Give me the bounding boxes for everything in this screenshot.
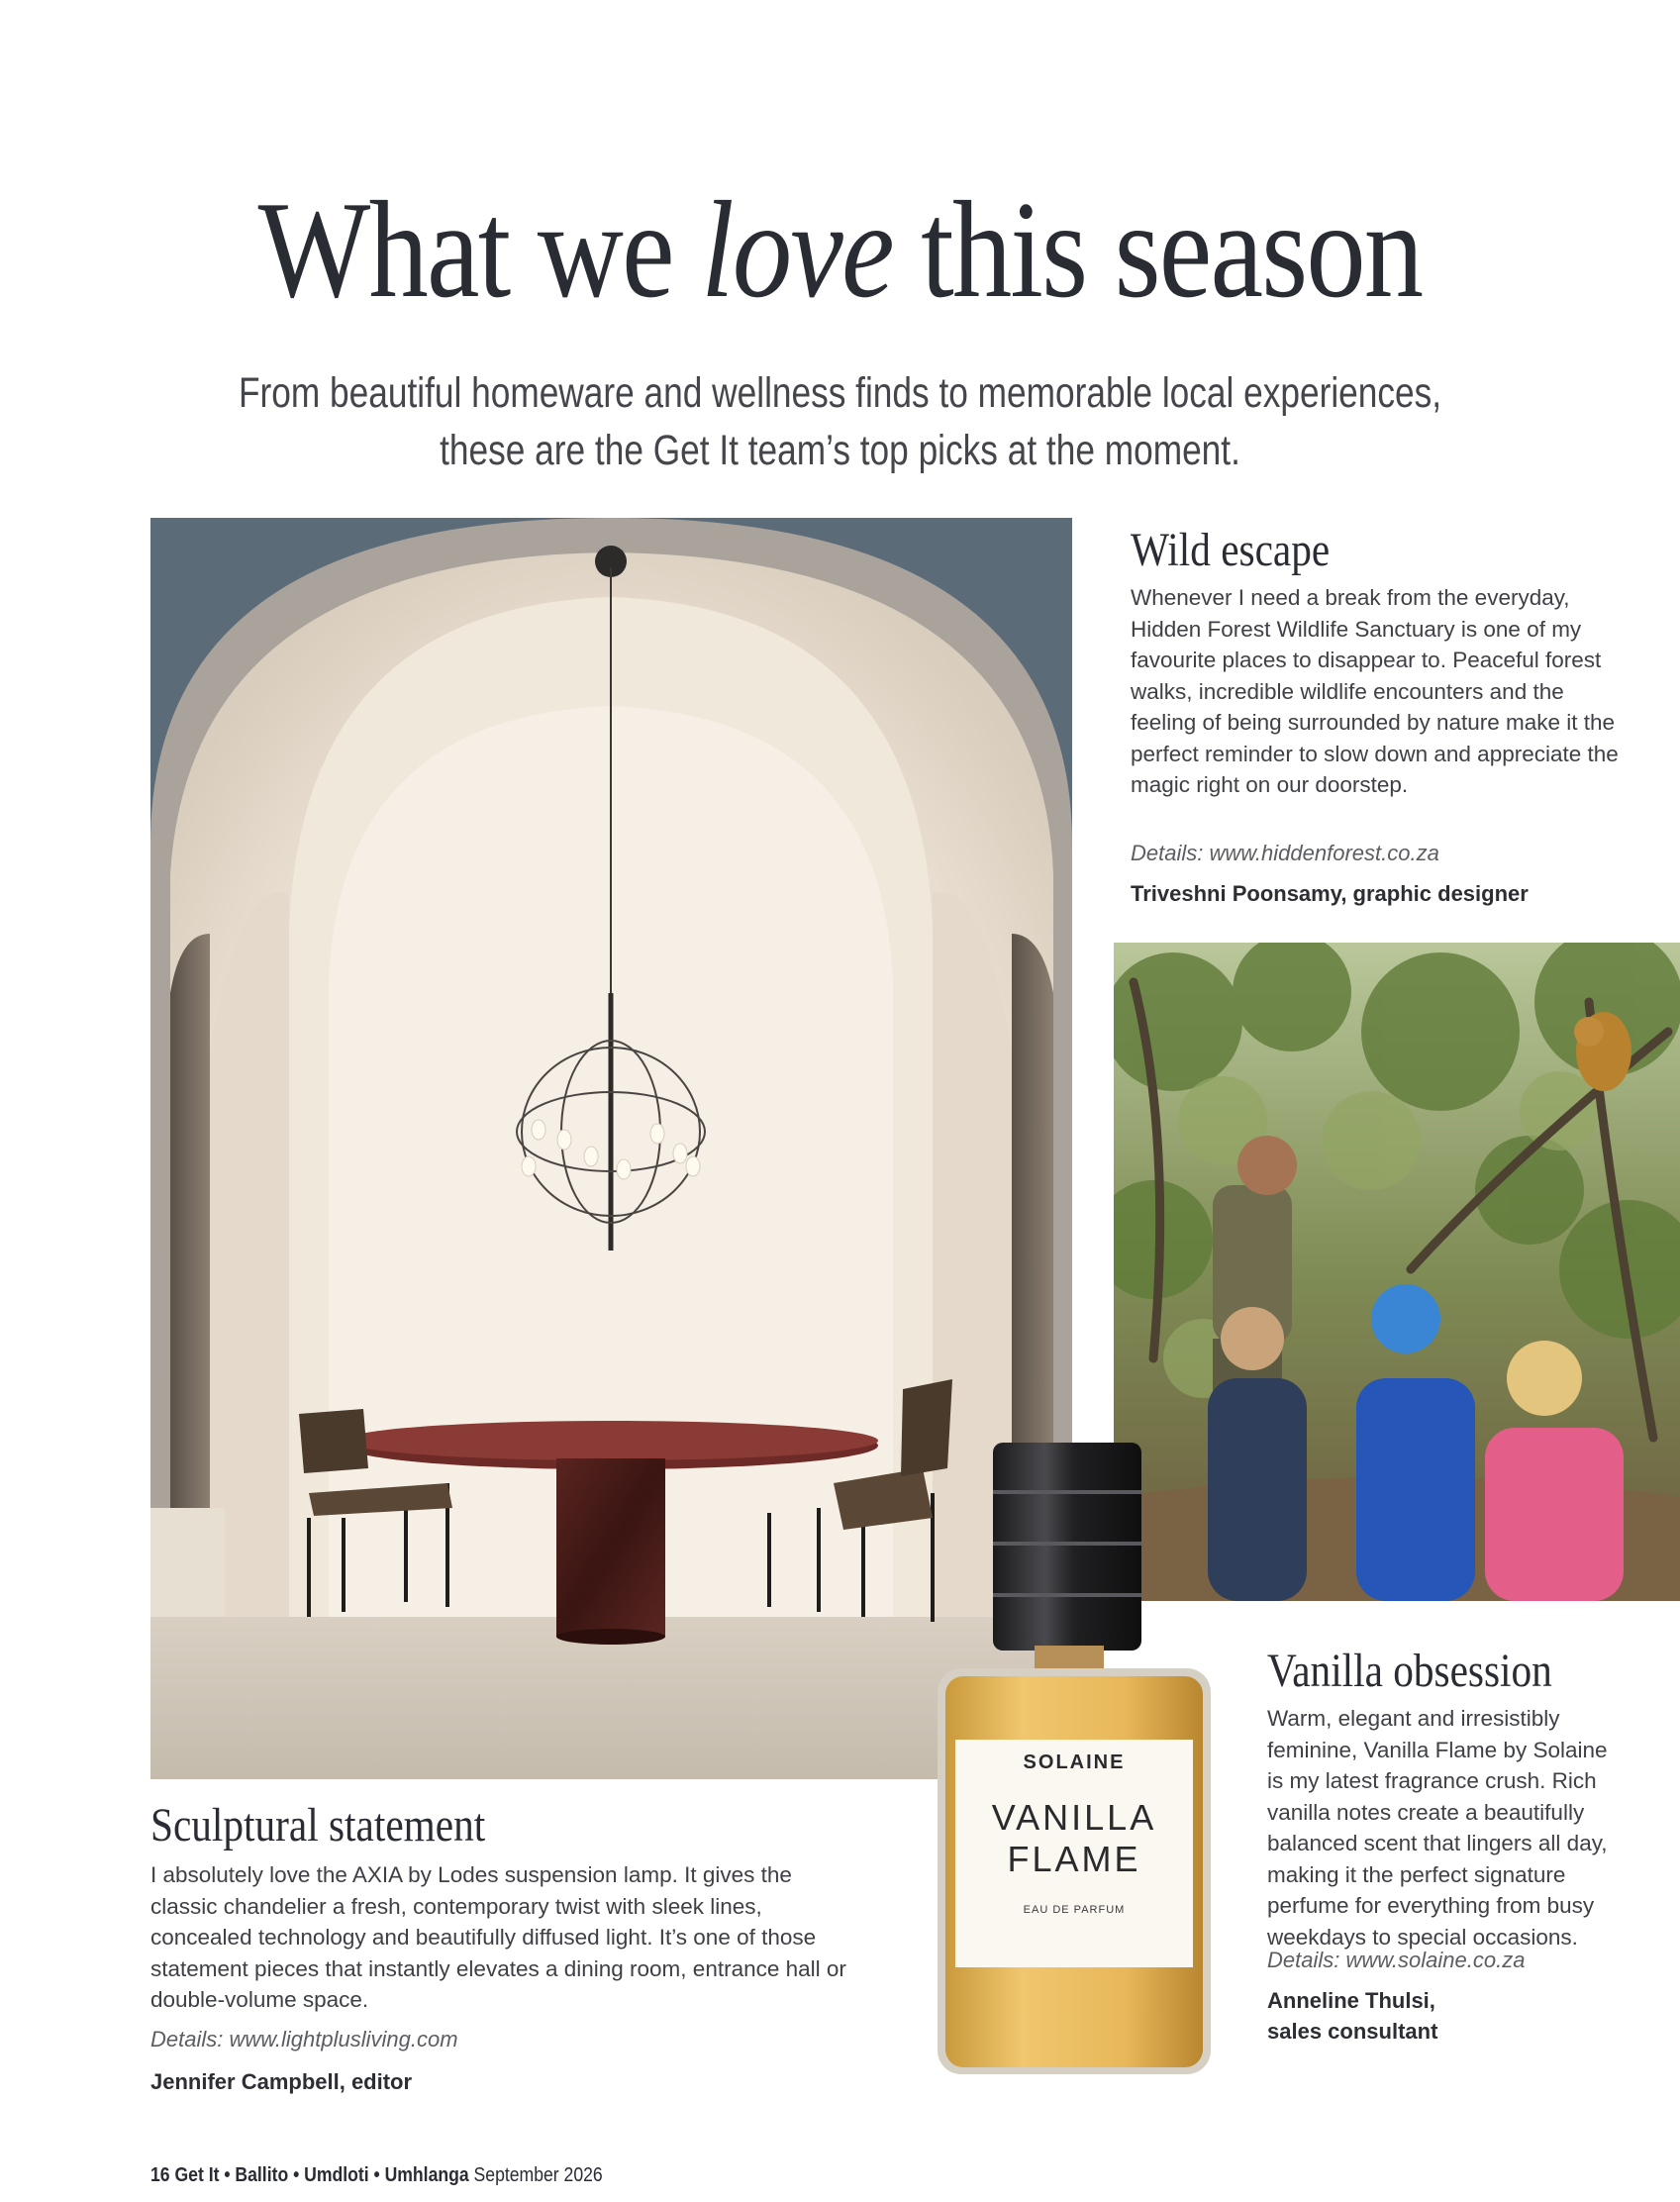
vanilla-credit-line-1: Anneline Thulsi, (1267, 1988, 1435, 2013)
title-after: this season (921, 173, 1423, 327)
sculptural-statement-heading: Sculptural statement (150, 1799, 486, 1852)
wild-escape-body: Whenever I need a break from the everyday, Hidden Forest Wildlife Sanctuary is one of my favourite places to disappear to. Peaceful forest walks, incredible wildlife encounters and the feeling of being surrounded by nature make it the perfect reminder to slow down and appreciate the magic right on our doorstep. (1131, 585, 1619, 797)
vanilla-obsession-heading: Vanilla obsession (1267, 1645, 1552, 1697)
vanilla-obsession-body: Warm, elegant and irresistibly feminine, Vanilla Flame by Solaine is my latest fragrance crush. Rich vanilla notes create a beautifully balanced scent that lingers all day, making it the perfect signature perfume for everything from busy weekdays to special occasions. (1267, 1706, 1608, 1950)
page-footer (150, 2164, 603, 2187)
title-italic: love (701, 173, 893, 327)
vanilla-obsession-credit (1267, 1985, 1437, 2047)
publication-name: Get It (174, 2164, 220, 2186)
wild-escape-heading: Wild escape (1131, 524, 1331, 576)
page-subtitle (151, 364, 1530, 479)
vanilla-credit-line-2: sales consultant (1267, 2019, 1438, 2044)
subtitle-line-2: these are the Get It team’s top picks at the moment. (440, 427, 1240, 474)
page-number: 16 (150, 2164, 170, 2186)
regions: • Ballito • Umdloti • Umhlanga (224, 2164, 469, 2186)
perfume-brand: SOLAINE (1023, 1752, 1126, 1773)
page-title (118, 173, 1562, 327)
sculptural-statement-details: Details: www.lightplusliving.com (150, 2027, 458, 2052)
title-before: What we (257, 173, 673, 327)
wild-escape-details: Details: www.hiddenforest.co.za (1131, 841, 1439, 865)
perfume-bottle (936, 1443, 1213, 2076)
vanilla-obsession-details: Details: www.solaine.co.za (1267, 1948, 1526, 1972)
perfume-name-line-1: VANILLA (991, 1797, 1157, 1838)
issue-date: September 2026 (473, 2164, 603, 2186)
perfume-name-line-2: FLAME (1007, 1839, 1141, 1879)
wild-escape-credit: Triveshni Poonsamy, graphic designer (1131, 881, 1529, 906)
sculptural-statement-credit: Jennifer Campbell, editor (150, 2069, 413, 2094)
dining-room-photo (150, 518, 1072, 1779)
subtitle-line-1: From beautiful homeware and wellness finds to memorable local experiences, (238, 369, 1442, 417)
dining-room-illustration (150, 518, 1072, 1779)
sculptural-statement-body: I absolutely love the AXIA by Lodes suspension lamp. It gives the classic chandelier a fresh, contemporary twist with sleek lines, concealed technology and beautifully diffused light. It’s one of those statement pieces that instantly elevates a dining room, entrance hall or double-volume space. (150, 1862, 846, 2012)
perfume-type: EAU DE PARFUM (1023, 1904, 1126, 1916)
